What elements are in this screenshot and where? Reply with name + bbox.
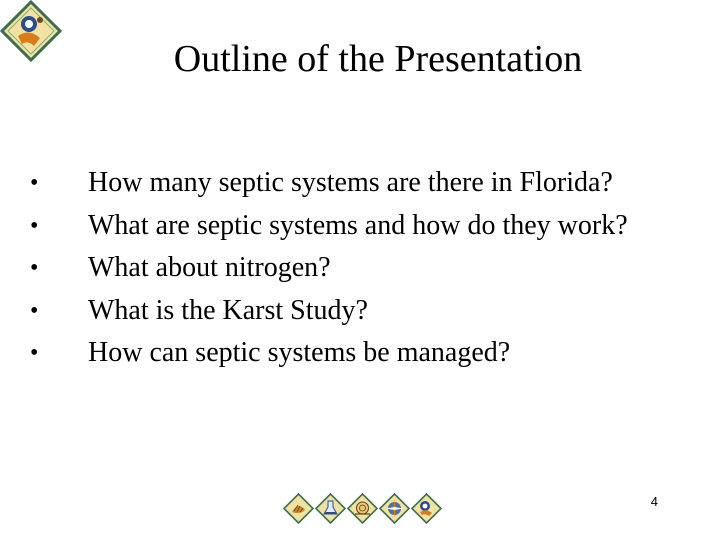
bullet-item xyxy=(28,205,648,248)
bullet-text: What is the Karst Study? xyxy=(88,294,368,326)
bullet-item xyxy=(28,332,648,375)
bullet-text: What are septic systems and how do they work? xyxy=(88,209,628,241)
shell-icon xyxy=(283,493,314,531)
bullet-item xyxy=(28,162,648,205)
bullet-marker: • xyxy=(30,170,39,196)
bullet-marker: • xyxy=(30,297,39,324)
bullet-marker: • xyxy=(30,255,39,281)
bullet-item xyxy=(28,290,648,333)
page-number: 4 xyxy=(650,494,658,509)
bullet-list xyxy=(28,162,648,375)
flask-icon xyxy=(315,493,346,531)
snail-icon xyxy=(347,493,378,531)
slide-title: Outline of the Presentation xyxy=(173,38,583,80)
footer-icon-row xyxy=(283,493,442,531)
lighthouse-icon xyxy=(411,493,442,531)
bullet-text: How many septic systems are there in Florida? xyxy=(88,167,613,198)
bullet-text: How can septic systems be managed? xyxy=(88,337,511,368)
bullet-text: What about nitrogen? xyxy=(88,252,331,283)
bullet-marker: • xyxy=(30,212,39,239)
compass-icon xyxy=(379,493,410,531)
bullet-item xyxy=(28,247,648,290)
bullet-marker: • xyxy=(30,340,39,366)
